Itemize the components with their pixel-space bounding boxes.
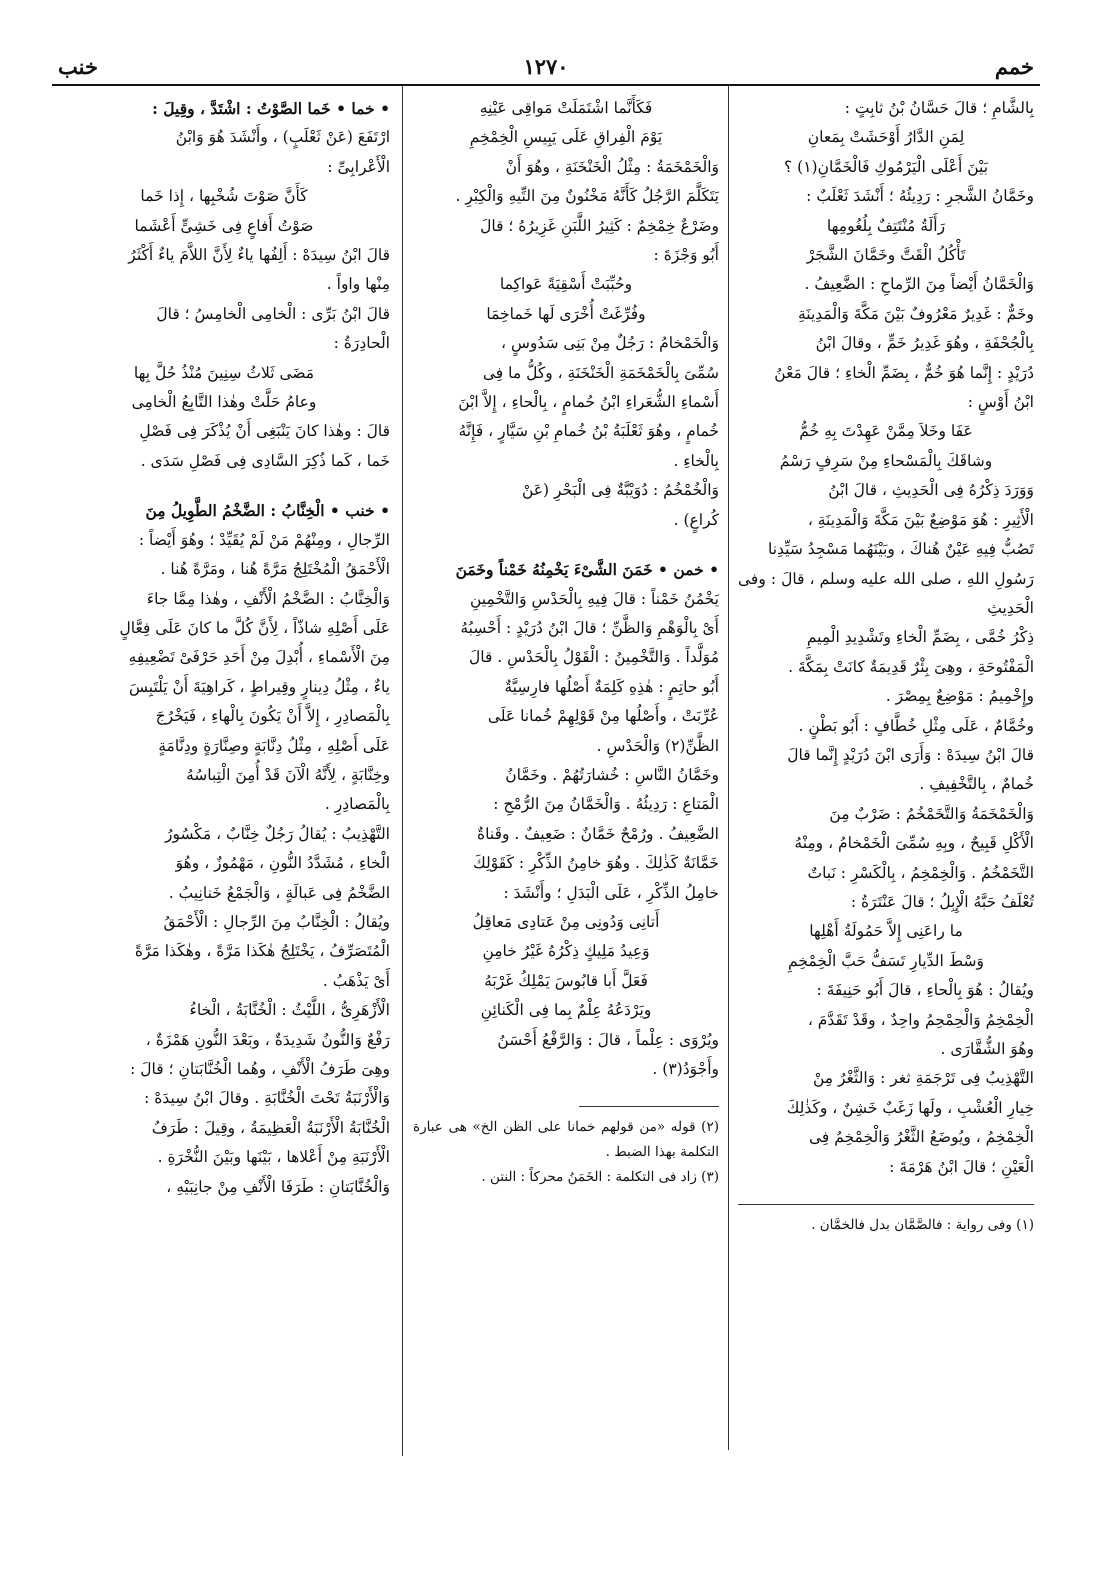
text-line: وَوَرَدَ ذِكْرُهُ فِى الْحَدِيثِ ، قالَ ابْنُ bbox=[828, 481, 1034, 500]
text-line: ويُقالُ : هُوَ بِالْحاءِ ، قالَ أَبُو حَنِيفَةَ : bbox=[816, 981, 1034, 1000]
text-line: أَىْ بِالْوَهْمِ وَالظَّنِّ ؛ قالَ ابْنُ دُرَيْدٍ : أَحْسِبُهُ bbox=[460, 618, 719, 637]
text-line: وَالْخِنَّابُ : الضَّخْمُ الْأَنْفِ ، وهٰذا مِمَّا جاءَ bbox=[146, 589, 390, 608]
text-line: ابْنُ أَوْسٍ : bbox=[967, 393, 1034, 412]
text-line: أَبُو وَجْزَةَ : bbox=[653, 246, 719, 265]
text-line: بِالْجُحْفَةِ ، وهُوَ غَدِيرُ خَمٍّ ، وقالَ ابْنُ bbox=[815, 334, 1034, 353]
text-line: وَالْخَمْخامُ : رَجُلٌ مِنْ بَنِى سَدُوسٍ ، bbox=[501, 334, 719, 353]
text-line: وَالْخَمَّانُ أَيْضاً مِنَ الرِّماحِ : الضَّعِيفُ . bbox=[804, 275, 1034, 294]
text-line: قالَ : وهٰذا كانَ يَنْبَغِى أَنْ يُذْكَرَ فِى فَصْلِ bbox=[139, 422, 390, 441]
text-line: يَتَكَلَّمَ الرَّجُلُ كَأَنَّهُ مَخْنُونٌ مِنَ التِّيهِ وَالْكِبْرِ . bbox=[455, 187, 719, 206]
text-line: وإِخْمِيمُ : مَوْضِعٌ بِمِصْرَ . bbox=[885, 687, 1034, 706]
text-line: رَسُولِ اللهِ ، صلى الله عليه وسلم ، قالَ : وفى الْحَدِيثِ bbox=[738, 569, 1034, 617]
text-line: وهُوَ الشُّقَّارَى . bbox=[940, 1040, 1034, 1058]
text-line: خامِلُ الذِّكْرِ ، عَلَى الْبَدَلِ ؛ وأَنْشَدَ : bbox=[503, 883, 719, 902]
text-line: بَيْنَ أَعْلَى الْيَرْمُوكِ فَالْخَمَّانِ(١) ؟ bbox=[783, 157, 989, 176]
text-line: الضَّعِيفُ . ورُمْحٌ خَمَّانٌ : ضَعِيفٌ . وقَناةٌ bbox=[477, 824, 719, 843]
footnote-rule bbox=[738, 1204, 1034, 1205]
text-line: وفُرِّغَتْ أُخْرَى لَها خَماخِمَا bbox=[486, 304, 646, 323]
text-line: التَّهْذِيبُ : يُقالُ رَجُلٌ خِنَّابٌ ، مَكْسُورُ bbox=[164, 824, 390, 843]
text-line: عَلَى أَصْلِهِ ، مِثْلُ دِنَّابَةٍ وصِنَّارَةٍ ودِنَّامَةٍ bbox=[158, 736, 390, 755]
column-divider-right bbox=[728, 86, 729, 1450]
text-line: الْأَرْنَبَةِ مِنْ أَعْلاها ، بَيْنَها وبَيْنَ النُّخْرَةِ . bbox=[157, 1148, 390, 1167]
column-middle bbox=[413, 94, 719, 1438]
text-line: وأَجْوَدُ(٣) . bbox=[652, 1060, 719, 1078]
text-line: وهِىَ طَرَفُ الْأَنْفِ ، وهُما الْخُنَّابَتانِ ؛ قالَ : bbox=[130, 1060, 390, 1078]
text-line: ياءٌ ، مِثْلُ دِينارٍ وقِيراطٍ ، كَراهِيَةَ أَنْ يَلْتَبِسَ bbox=[129, 677, 390, 696]
text-line: وخَمَّانُ الشَّجرِ : رَدِيئُهُ ؛ أَنْشَدَ ثَعْلَبٌ : bbox=[806, 187, 1034, 206]
text-line: الْأَكْلِ قَبِيحٌ ، وبِهِ سُمِّىَ الْخَمْخامُ ، ومِنْهُ bbox=[794, 834, 1034, 853]
footnote: (٢) قوله «من قولهم خمانا على الظن الخ» هى عبارة التكلمة بهذا الضبط . bbox=[413, 1119, 719, 1161]
text-line: الْخِمْخِمُ وَالْحِمْحِمُ واحِدٌ ، وقَدْ تَقَدَّمَ ، bbox=[807, 1010, 1034, 1029]
text-line: كَأَنَّ صَوْتَ شُخْبِها ، إِذا خَما bbox=[140, 187, 308, 206]
text-line: بِالْمَصادِرِ . bbox=[324, 795, 390, 814]
text-line: الْأَثِيرِ : هُوَ مَوْضِعٌ بَيْنَ مَكَّةَ وَالْمَدِينَةِ ، bbox=[807, 510, 1034, 529]
text-line: وَعِيدُ مَلِيكٍ ذِكْرُهُ غَيْرُ خامِنِ bbox=[482, 942, 650, 961]
text-line: خُمامٍ ، وهُوَ ثَعْلَبَةُ بْنُ خُمامِ بْنِ سَيَّارٍ ، فَإِنَّهُ bbox=[458, 422, 719, 441]
text-line: بِالْخاءِ . bbox=[673, 451, 719, 470]
text-line: قالَ ابْنُ سِيدَهْ : وَأَرَى ابْنَ دُرَيْدٍ إِنَّما قالَ bbox=[787, 745, 1034, 764]
footnote-rule bbox=[579, 1106, 719, 1107]
text-line: خَمَّانَةٌ كَذٰلِكَ . وهُوَ خامِنُ الذِّكْرِ : كَقَوْلِكَ bbox=[472, 854, 719, 873]
text-line: وشاقَكَ بِالْمَسْحاءِ مِنْ سَرِفٍ رَسْمُ bbox=[779, 451, 993, 470]
text-line: الضَّخْمُ فِى عَبالَةٍ ، وَالْجَمْعُ خَنانِيبُ . bbox=[168, 883, 390, 902]
text-line: يَخْمُنُ خَمْناً : قالَ فِيهِ بِالْحَدْسِ وَالتَّخْمِينِ bbox=[469, 589, 719, 608]
page-header bbox=[52, 50, 1040, 86]
text-line: وخَمٌّ : غَدِيرٌ مَعْرُوفٌ بَيْنَ مَكَّةَ وَالْمَدِينَةِ bbox=[797, 304, 1034, 323]
text-line: أَتانِى وَدُونِى مِنْ عَتادِى مَعاقِلُ bbox=[472, 912, 660, 931]
text-line: بِالشَّامِ ؛ قالَ حَسَّانُ بْنُ ثابِتٍ : bbox=[844, 99, 1034, 117]
text-line: الْمَفْتُوحَةِ ، وهِىَ بِئْرٌ قَدِيمَةٌ كانَتْ بِمَكَّةَ . bbox=[788, 657, 1034, 676]
text-line: سُمِّىَ بِالْخَمْخَمَةِ الْخَنْخَنَةِ ، وكُلُّ ما فِى bbox=[482, 363, 719, 382]
page-number: ١٢٧٠ bbox=[523, 54, 569, 79]
text-line: قالَ ابْنُ سِيدَهْ : أَلِفُها ياءٌ لِأَنَّ اللاَّمَ ياءٌ أَكْثَرُ bbox=[128, 246, 390, 265]
text-line: ويَرْدَعُهُ عِلْمٌ بِما فِى الْكَنائِنِ bbox=[480, 1001, 652, 1020]
header-root-right: خمم bbox=[994, 54, 1034, 79]
text-line: وَالْخُمْخُمُ : دُوَيْبَّةٌ فِى الْبَحْرِ (عَنْ bbox=[521, 481, 719, 500]
text-line: وخُمَّامٌ ، عَلَى مِثْلِ خُطَّافٍ : أَبُو بَطْنٍ . bbox=[798, 716, 1034, 735]
column-left bbox=[58, 94, 390, 1438]
header-root-left: خنب bbox=[58, 54, 98, 79]
text-line: وَالْخَمْخَمَةُ وَالتَّخَمْخُمُ : ضَرْبٌ مِنَ bbox=[829, 804, 1034, 823]
text-line: مِنَ الْأَسْماءِ ، أُبْدِلَ مِنْ أَحَدِ حَرْفَىْ تَضْعِيفِهِ bbox=[128, 648, 390, 667]
text-line: عَلَى أَصْلِهِ شاذّاً ، لِأَنَّ كُلَّ ما كانَ عَلَى فِعَّالٍ bbox=[119, 618, 390, 637]
text-line: مِنْها واواً . bbox=[326, 275, 390, 294]
text-line: خَما ، كَما ذُكِرَ السَّادِى فِى فَصْلِ سَدَى . bbox=[140, 451, 390, 470]
text-line: ويُرْوَى : عِلْماً ، قالَ : وَالرَّفْعُ أَحْسَنُ bbox=[497, 1030, 719, 1049]
text-line: مَضَى ثَلاثُ سِنِينَ مُنْذُ حُلَّ بِها bbox=[133, 363, 315, 382]
text-line: الْخُنَّابَةُ الْأَرْنَبَةُ الْعَظِيمَةُ ، وقِيلَ : طَرَفُ bbox=[151, 1118, 390, 1137]
entry-gap bbox=[413, 535, 719, 555]
text-line: وخِنَّابَةٍ ، لِأَنَّهُ الْآنَ قَدْ أُمِنَ الْتِباسُهُ bbox=[185, 765, 390, 784]
text-line: تَأْكُلُ الْقَتَّ وخَمَّانَ الشَّجَرْ bbox=[806, 246, 966, 265]
text-line: الْعَيْنِ ؛ قالَ ابْنُ هَرْمَةَ : bbox=[889, 1157, 1034, 1176]
text-line: أَىْ يَذْهَبُ . bbox=[322, 971, 390, 990]
text-line: مُوَلَّداً . وَالتَّخْمِينُ : الْقَوْلُ بِالْحَدْسِ . قالَ bbox=[468, 648, 719, 667]
text-line: وَسْطَ الدِّيارِ تَسَفُّ حَبَّ الْخِمْخِمِ bbox=[788, 951, 984, 970]
text-line: كُراعٍ) . bbox=[673, 510, 719, 529]
text-line: وحُبِّبَتْ أَسْقِيَةً عَواكِما bbox=[499, 275, 633, 294]
text-line: • خما • خَما الصَّوْتُ : اشْتَدَّ ، وقِيلَ : bbox=[152, 99, 390, 118]
text-line: الرِّجالِ ، ومِنْهُمْ مَنْ لَمْ يُقَيِّدْ ؛ وهُوَ أَيْضاً : bbox=[138, 530, 390, 549]
text-line: الْخِمْخِمُ ، ويُوضَعُ الثَّغْرُ وَالْخِمْخِمُ فِى bbox=[808, 1128, 1034, 1147]
text-line: تُعْلَفُ حَبَّهُ الْإِبِلُ ؛ قالَ عَنْتَرَةُ : bbox=[850, 892, 1034, 911]
text-line: عُرِّبَتْ ، وأَصْلُها مِنْ قَوْلِهِمْ خُمانا عَلَى bbox=[487, 707, 719, 726]
footnotes bbox=[738, 1213, 1034, 1238]
text-line: • خمن • خَمَنَ الشَّىْءَ يَخْمِنُهُ خَمْناً وخَمَنَ bbox=[455, 560, 719, 580]
text-line: التَّهْذِيبُ فِى تَرْجَمَةِ ثغر : وَالثَّغْرُ مِنْ bbox=[812, 1069, 1034, 1088]
text-line: الْمَتاعِ : رَدِيئُهُ . وَالْخَمَّانُ مِنَ الرُّمْحِ : bbox=[493, 795, 719, 814]
text-line: وَالْخُنَّابَتانِ : طَرَفَا الْأَنْفِ مِنْ جانِبَيْهِ ، bbox=[166, 1177, 390, 1196]
text-line: الظَّنِّ(٢) وَالْحَدْسِ . bbox=[596, 736, 719, 755]
text-line: صَوْتُ أَفاعٍ فِى خَشِىٍّ أَعْشَما bbox=[134, 216, 314, 235]
text-line: ما راعَنِى إِلاَّ حَمُولَةُ أَهْلِها bbox=[809, 922, 963, 941]
text-line: رَأَلَةُ مُنْتَتِفٌ بِلُغُومِها bbox=[826, 216, 946, 235]
text-line: التَّخَمْخُمُ . وَالْخِمْخِمُ ، بِالْكَسْرِ : نَباتٌ bbox=[807, 863, 1034, 882]
text-line: يَوْمَ الْفِراقِ عَلَى يَبِيسِ الْخِمْخِمِ bbox=[469, 128, 663, 147]
text-line: ذِكْرُ خُمَّى ، بِضَمِّ الْخاءِ وتَشْدِيدِ الْمِيمِ bbox=[806, 628, 1034, 647]
text-line: بِالْمَصادِرِ ، إِلاَّ أَنْ يَكُونَ بِالْهاءِ ، فَيَخْرُجَ bbox=[155, 707, 390, 726]
text-line: الْأَحْمَقُ الْمُخْتَلِجُ مَرَّةً هُنا ، ومَرَّةً هُنا . bbox=[160, 560, 390, 579]
text-line: الْأَعْرابِىِّ : bbox=[327, 157, 390, 176]
text-line: لِمَنِ الدَّارُ أَوْحَشَتْ بِمَعانِ bbox=[807, 128, 965, 147]
text-line: خِيارِ الْعُشْبِ ، ولَها زَغَبٌ خَشِنٌ ، وكَذٰلِكَ bbox=[786, 1098, 1034, 1117]
text-line: ويُقالُ : الْخِنَّابُ مِنَ الرِّجالِ : الْأَحْمَقُ bbox=[163, 912, 390, 931]
text-line: الْمُتَصَرِّفُ ، يَخْتَلِجُ هٰكَذا مَرَّةً ، وهٰكَذا مَرَّةً bbox=[134, 942, 390, 961]
column-divider-left bbox=[402, 86, 403, 1456]
column-right bbox=[738, 94, 1034, 1438]
text-line: أَبُو حاتِمٍ : هٰذِهِ كَلِمَةٌ أَصْلُها فارِسِيَّةٌ bbox=[504, 677, 719, 696]
text-line: • خنب • الْخِنَّابُ : الضَّخْمُ الطَّوِيلُ مِنَ bbox=[145, 501, 390, 521]
text-line: خُمامٌ ، بِالتَّخْفِيفِ . bbox=[919, 775, 1034, 794]
footnote: (١) وفى رواية : فالصَّمَّان بدل فالخمَّان . bbox=[811, 1217, 1034, 1234]
text-line: الْأَزْهَرِىُّ ، اللَّيْثُ : الْخُنَّابَةُ ، الْخاءُ bbox=[189, 1001, 390, 1020]
text-line: قالَ ابْنُ بَرِّى : الْخامِى الْخامِسُ ؛ قالَ bbox=[156, 304, 390, 323]
text-line: عَفَا وخَلاَ مِمَّنْ عَهِدْتَ بِهِ خُمُّ bbox=[799, 422, 973, 441]
text-line: الْخاءِ ، مُشَدَّدُ النُّونِ ، مَهْمُوزٌ ، وهُوَ bbox=[175, 854, 390, 873]
text-line: الْحادِرَةُ : bbox=[333, 334, 390, 353]
entry-gap bbox=[58, 476, 390, 496]
text-line: وعامُ حَلَّتْ وهٰذا التَّابِعُ الْخامِى bbox=[131, 393, 317, 412]
text-line: تَصُبُّ فِيهِ عَيْنٌ هُناكَ ، وبَيْنَهُما مَسْجِدُ سَيِّدِنا bbox=[767, 540, 1034, 559]
text-line: ارْتَفَعَ (عَنْ ثَعْلَبٍ) ، وأَنْشَدَ هُوَ وَابْنُ bbox=[175, 128, 390, 147]
text-line: دُرَيْدٍ : إِنَّما هُوَ خُمٌّ ، بِضَمِّ الْخاءِ ؛ قالَ مَعْنُ bbox=[774, 363, 1034, 382]
text-line: رَفْعٌ وَالنُّونُ شَدِيدَةٌ ، وبَعْدَ النُّونِ هَمْزَةٌ ، bbox=[145, 1030, 390, 1049]
header-rule bbox=[52, 84, 1040, 86]
text-line: وَالْأَرْنَبَةُ تَحْتَ الْخُنَّابَةِ . وقالَ ابْنُ سِيدَهْ : bbox=[144, 1089, 390, 1108]
text-line: وخَمَّانُ النَّاسِ : خُشارَتُهُمْ . وخَمَّانُ bbox=[505, 765, 719, 784]
text-line: فَكَأَنَّما اشْتَمَلَتْ مَواقِى عَيْنِهِ bbox=[479, 99, 653, 117]
footnotes bbox=[413, 1115, 719, 1190]
text-line: وضَرْعٌ خِمْخِمٌ : كَثِيرُ اللَّبَنِ غَزِيرُهُ ؛ قالَ bbox=[480, 216, 719, 235]
footnote: (٣) زاد فى التكلمة : الخَمَنُ محركاً : النتن . bbox=[481, 1169, 719, 1186]
text-line: وَالْخَمْخَمَةُ : مِثْلُ الْخَنْخَنَةِ ، وهُوَ أَنْ bbox=[505, 157, 719, 176]
text-line: فَعَلَّ أَبا قابُوسَ يَمْلِكُ غَرْبَهُ bbox=[484, 971, 648, 990]
text-line: أَسْماءِ الشُّعَراءِ ابْنُ حُمامٍ ، بِالْحاءِ ، إِلاَّ ابْنَ bbox=[458, 393, 719, 412]
